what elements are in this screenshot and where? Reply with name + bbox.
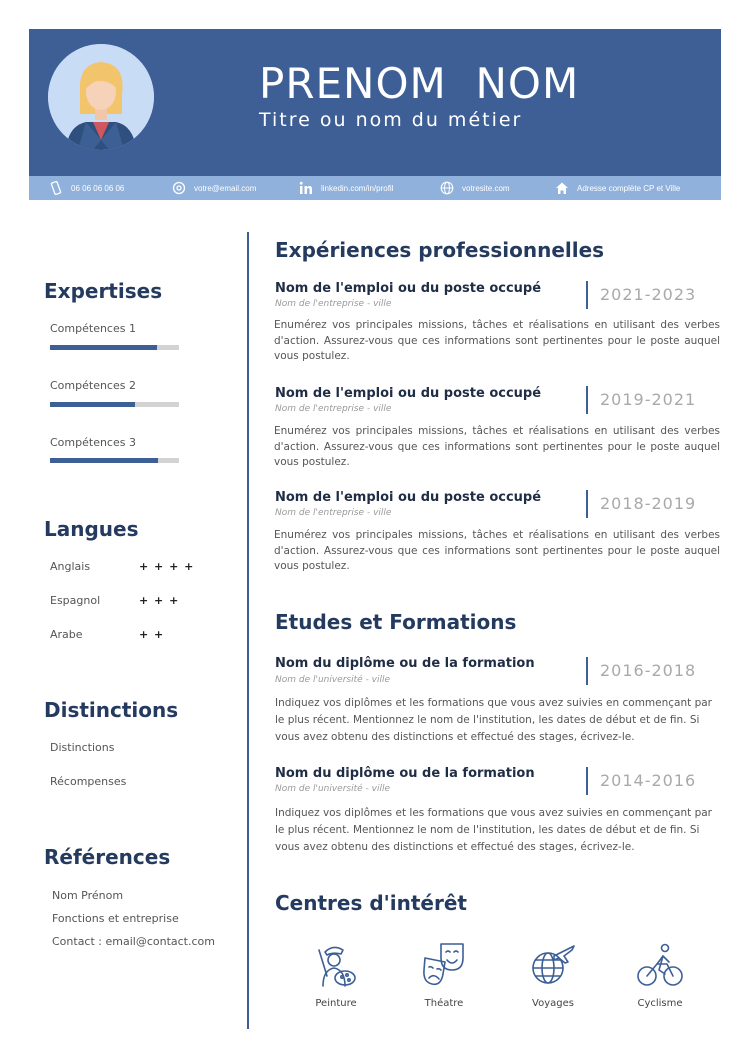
column-divider xyxy=(247,232,249,1029)
degree-school: Nom de l'université - ville xyxy=(275,784,391,794)
contact-bar xyxy=(29,176,721,200)
email-text: votre@email.com xyxy=(194,183,257,193)
address-text: Adresse complète CP et Ville xyxy=(577,183,681,193)
avatar xyxy=(48,44,154,150)
website-text: votresite.com xyxy=(462,183,510,193)
date-separator xyxy=(586,490,588,518)
job-title-header: Titre ou nom du métier xyxy=(259,109,523,131)
interest-label: Peinture xyxy=(315,998,357,1009)
language-level: + + + xyxy=(139,594,180,607)
reference-contact: Contact : email@contact.com xyxy=(52,935,215,948)
skill-bar xyxy=(50,345,179,350)
language-level: + + xyxy=(139,628,165,641)
globe-plane-icon xyxy=(528,940,578,990)
date-separator xyxy=(586,386,588,414)
skill-bar xyxy=(50,458,179,463)
interest-label: Cyclisme xyxy=(637,998,683,1009)
contact-address xyxy=(555,176,680,200)
date-separator xyxy=(586,767,588,795)
interest-cycling xyxy=(620,940,700,1009)
skill-label: Compétences 3 xyxy=(50,436,136,449)
experiences-heading: Expériences professionnelles xyxy=(275,238,605,262)
degree-school: Nom de l'université - ville xyxy=(275,675,391,685)
job-dates: 2018-2019 xyxy=(600,494,697,513)
theatre-masks-icon xyxy=(419,940,469,990)
job-company: Nom de l'entreprise - ville xyxy=(275,404,392,414)
job-company: Nom de l'entreprise - ville xyxy=(275,508,392,518)
degree-description: Indiquez vos diplômes et les formations que vous avez suivies en commençant par le plus récent. Mentionnez le nom de l'institution, les dates de début et de fin. Si vous avez obtenu des distinctions et effectué des stages, écrivez-le. xyxy=(275,697,713,743)
degree-dates: 2016-2018 xyxy=(600,661,697,680)
cyclist-icon xyxy=(635,940,685,990)
skill-label: Compétences 2 xyxy=(50,379,136,392)
full-name xyxy=(259,59,579,108)
language-label: Anglais xyxy=(50,560,91,573)
date-separator xyxy=(586,281,588,309)
skill-bar-fill xyxy=(50,345,157,350)
reference-function: Fonctions et entreprise xyxy=(52,912,179,925)
phone-text: 06 06 06 06 06 xyxy=(71,183,125,193)
interest-theatre xyxy=(404,940,484,1009)
job-description: Enumérez vos principales missions, tâches et réalisations en utilisant des verbes d'action. Assurez-vous que ces informations sont pertinentes pour le poste auquel vous postulez. xyxy=(274,529,720,572)
job-title: Nom de l'emploi ou du poste occupé xyxy=(275,281,542,296)
job-dates: 2019-2021 xyxy=(600,390,697,409)
job-company: Nom de l'entreprise - ville xyxy=(275,299,392,309)
language-label: Arabe xyxy=(50,628,83,641)
contact-phone xyxy=(49,176,124,200)
first-name: PRENOM xyxy=(259,59,447,108)
home-icon xyxy=(555,181,569,195)
expertises-heading: Expertises xyxy=(44,279,163,303)
linkedin-text: linkedin.com/in/profil xyxy=(321,183,394,193)
job-dates: 2021-2023 xyxy=(600,285,697,304)
date-separator xyxy=(586,657,588,685)
education-heading: Etudes et Formations xyxy=(275,610,517,634)
contact-linkedin[interactable] xyxy=(299,176,393,200)
job-title: Nom de l'emploi ou du poste occupé xyxy=(275,386,542,401)
language-level: + + + + xyxy=(139,560,195,573)
langues-heading: Langues xyxy=(44,517,139,541)
distinction-item: Distinctions xyxy=(50,741,115,754)
painter-icon xyxy=(311,940,361,990)
distinction-item: Récompenses xyxy=(50,775,127,788)
last-name: NOM xyxy=(475,59,580,108)
globe-icon xyxy=(440,181,454,195)
at-icon xyxy=(172,181,186,195)
contact-website[interactable] xyxy=(440,176,510,200)
job-description: Enumérez vos principales missions, tâches et réalisations en utilisant des verbes d'action. Assurez-vous que ces informations sont pertinentes pour le poste auquel vous postulez. xyxy=(274,319,720,362)
phone-icon xyxy=(49,181,63,195)
contact-email[interactable] xyxy=(172,176,256,200)
header-banner xyxy=(29,29,721,176)
linkedin-icon xyxy=(299,181,313,195)
interest-painting xyxy=(296,940,376,1009)
interest-label: Voyages xyxy=(532,998,574,1009)
degree-title: Nom du diplôme ou de la formation xyxy=(275,766,535,781)
reference-name: Nom Prénom xyxy=(52,889,124,902)
interests-heading: Centres d'intérêt xyxy=(275,891,467,915)
skill-bar-fill xyxy=(50,458,158,463)
job-description: Enumérez vos principales missions, tâches et réalisations en utilisant des verbes d'action. Assurez-vous que ces informations sont pertinentes pour le poste auquel vous postulez. xyxy=(274,425,720,468)
skill-label: Compétences 1 xyxy=(50,322,136,335)
language-label: Espagnol xyxy=(50,594,101,607)
skill-bar-fill xyxy=(50,402,135,407)
avatar-illustration xyxy=(48,44,154,150)
degree-description: Indiquez vos diplômes et les formations que vous avez suivies en commençant par le plus récent. Mentionnez le nom de l'institution, les dates de début et de fin. Si vous avez obtenu des distinctions et effectué des stages, écrivez-le. xyxy=(275,807,713,853)
degree-dates: 2014-2016 xyxy=(600,771,697,790)
degree-title: Nom du diplôme ou de la formation xyxy=(275,656,535,671)
references-heading: Références xyxy=(44,845,171,869)
distinctions-heading: Distinctions xyxy=(44,698,179,722)
skill-bar xyxy=(50,402,179,407)
interest-travel xyxy=(513,940,593,1009)
job-title: Nom de l'emploi ou du poste occupé xyxy=(275,490,542,505)
interest-label: Théatre xyxy=(424,998,464,1009)
